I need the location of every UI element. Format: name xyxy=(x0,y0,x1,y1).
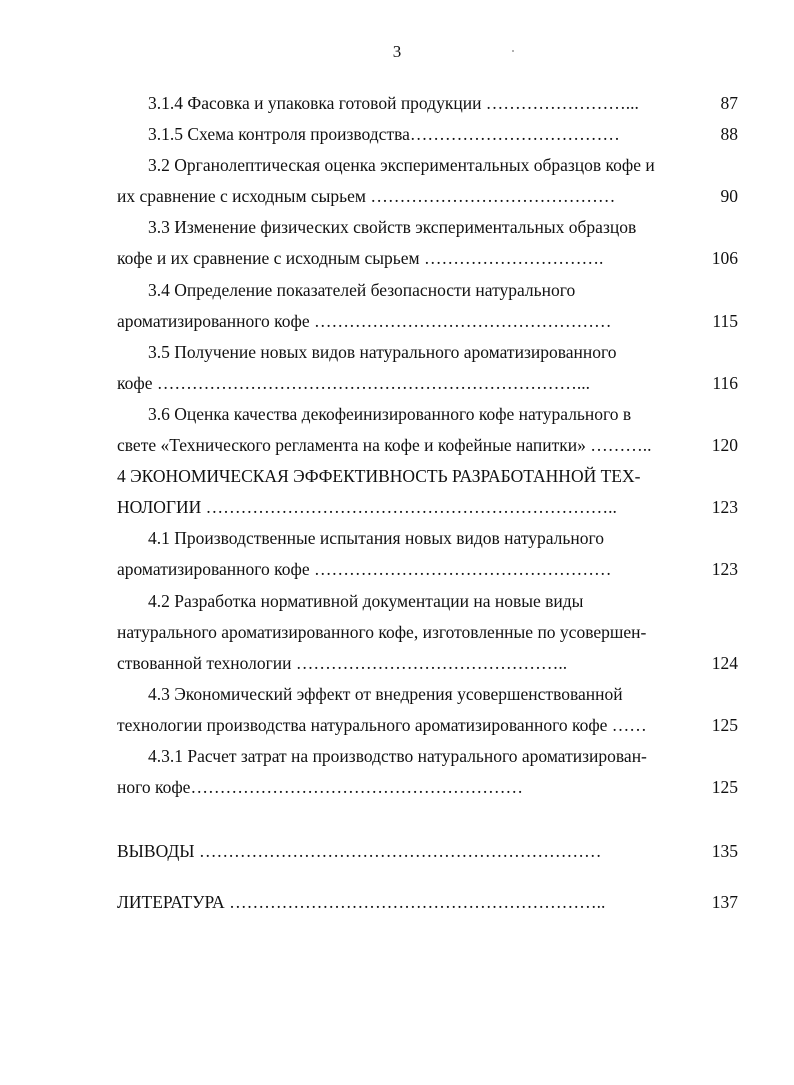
toc-entry-3-6-page: 120 xyxy=(711,435,738,455)
toc-entry-3-4-line-2: ароматизированного кофе …………………………………………… xyxy=(117,311,612,331)
toc-entry-conclusions: ВЫВОДЫ …………………………………………………………… xyxy=(117,841,602,861)
toc-entry-4-3-1-line-2: ного кофе………………………………………………… xyxy=(117,777,523,797)
toc-entry-4-3-line-2: технологии производства натурального ароматизированного кофе …… xyxy=(117,715,647,735)
toc-entry-3-6-line-2: свете «Технического регламента на кофе и кофейные напитки» ……….. xyxy=(117,435,652,455)
toc-entry-conclusions-page: 135 xyxy=(711,841,738,861)
toc-entry-4-1-page: 123 xyxy=(711,559,738,579)
toc-entry-4-3-line-1: 4.3 Экономический эффект от внедрения усовершенствованной xyxy=(148,684,623,704)
toc-entry-4-2-page: 124 xyxy=(711,653,738,673)
toc-entry-references: ЛИТЕРАТУРА ……………………………………………………….. xyxy=(117,892,606,912)
toc-entry-3-3-line-2: кофе и их сравнение с исходным сырьем …………………………. xyxy=(117,248,604,268)
toc-entry-3-2-line-1: 3.2 Органолептическая оценка экспериментальных образцов кофе и xyxy=(148,155,655,175)
toc-entry-3-1-5-page: 88 xyxy=(720,124,738,144)
toc-entry-4-3-page: 125 xyxy=(711,715,738,735)
toc-entry-4-1-line-1: 4.1 Производственные испытания новых видов натурального xyxy=(148,528,604,548)
toc-entry-3-1-4-page: 87 xyxy=(720,93,738,113)
toc-entry-references-page: 137 xyxy=(711,892,738,912)
toc-entry-3-1-4-line-1: 3.1.4 Фасовка и упаковка готовой продукции ……………………... xyxy=(148,93,639,113)
toc-entry-4-line-2: НОЛОГИИ …………………………………………………………….. xyxy=(117,497,617,517)
page-number: 3 xyxy=(392,42,402,61)
toc-entry-3-2-page: 90 xyxy=(720,186,738,206)
toc-entry-3-4-page: 115 xyxy=(712,311,738,331)
toc-entry-3-2-line-2: их сравнение с исходным сырьем …………………………………… xyxy=(117,186,616,206)
toc-entry-3-6-line-1: 3.6 Оценка качества декофеинизированного кофе натурального в xyxy=(148,404,632,424)
toc-entry-4-2-line-1: 4.2 Разработка нормативной документации на новые виды xyxy=(148,591,584,611)
toc-entry-3-3-line-1: 3.3 Изменение физических свойств экспериментальных образцов xyxy=(148,217,637,237)
toc-entry-4-line-1: 4 ЭКОНОМИЧЕСКАЯ ЭФФЕКТИВНОСТЬ РАЗРАБОТАННОЙ ТЕХ- xyxy=(117,466,641,486)
toc-entry-3-5-line-2: кофе ………………………………………………………………... xyxy=(117,373,590,393)
toc-entry-4-2-line-2: натурального ароматизированного кофе, изготовленные по усовершен- xyxy=(117,622,647,642)
toc-entry-3-5-page: 116 xyxy=(712,373,738,393)
toc-entry-4-3-1-page: 125 xyxy=(711,777,738,797)
toc-entry-4-page: 123 xyxy=(711,497,738,517)
toc-entry-4-2-line-3: ствованной технологии ……………………………………….. xyxy=(117,653,568,673)
toc-entry-3-3-page: 106 xyxy=(711,248,738,268)
toc-entry-4-3-1-line-1: 4.3.1 Расчет затрат на производство натурального ароматизирован- xyxy=(148,746,647,766)
toc-entry-3-5-line-1: 3.5 Получение новых видов натурального ароматизированного xyxy=(148,342,617,362)
toc-entry-3-1-5-line-1: 3.1.5 Схема контроля производства……………………………… xyxy=(148,124,620,144)
toc-entry-3-4-line-1: 3.4 Определение показателей безопасности натурального xyxy=(148,280,576,300)
toc-entry-4-1-line-2: ароматизированного кофе …………………………………………… xyxy=(117,559,612,579)
